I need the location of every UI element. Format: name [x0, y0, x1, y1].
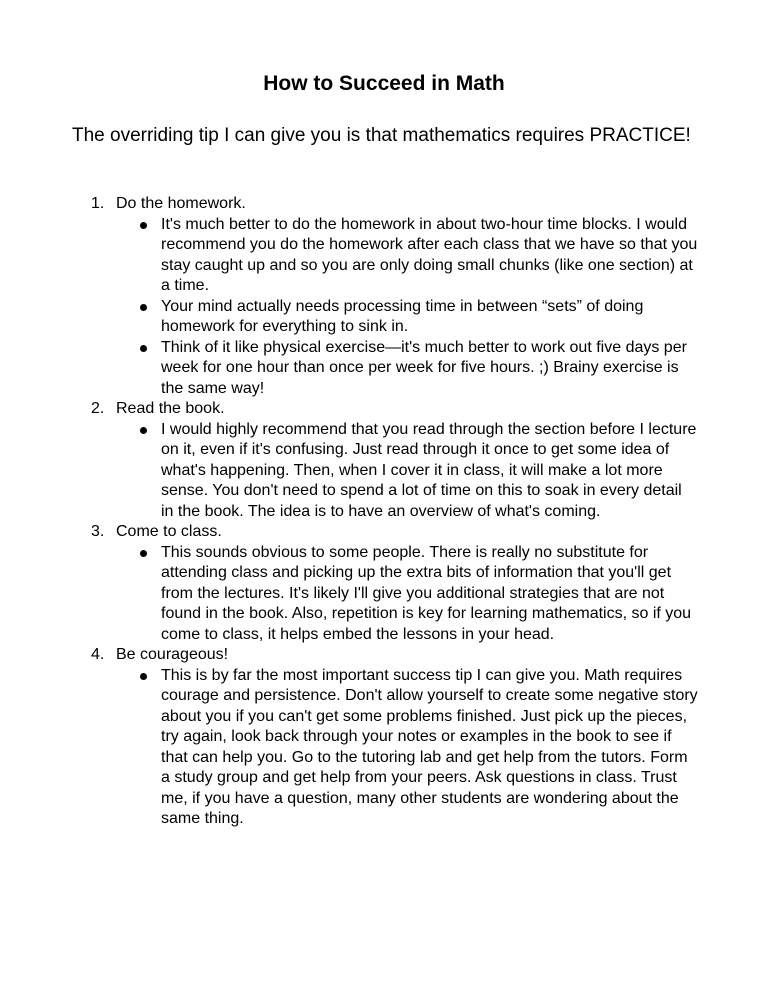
bullet-dot-icon: [140, 550, 147, 557]
tip-bullet: [0, 215, 768, 297]
tip-heading: Be courageous!: [116, 646, 229, 663]
bullet-dot-icon: [140, 427, 147, 434]
tip-number: 2.: [91, 400, 105, 417]
tip-item-book: [0, 399, 768, 522]
bullet-dot-icon: [140, 345, 147, 352]
bullet-dot-icon: [140, 673, 147, 680]
intro-paragraph: The overriding tip I can give you is that mathematics requires PRACTICE!: [72, 125, 691, 146]
tip-number: 4.: [91, 646, 105, 663]
bullet-dot-icon: [140, 304, 147, 311]
page-title: How to Succeed in Math: [263, 72, 505, 95]
tip-bullet: [0, 543, 768, 646]
tip-item-courage: [0, 645, 768, 830]
bullet-dot-icon: [140, 222, 147, 229]
tip-bullet: [0, 338, 768, 400]
tip-heading: Come to class.: [116, 523, 222, 540]
tip-heading: Read the book.: [116, 400, 225, 417]
tip-item-class: [0, 522, 768, 645]
tip-heading: Do the homework.: [116, 195, 246, 212]
bullet-text: This sounds obvious to some people. There is really no substitute for attending class and picking up the extra bits of information that you'll get from the lectures. It's likely I'll give you additional strategies that are not found in the book. Also, repetition is key for learning mathematics, so if you come to class, it helps embed the lessons in your head.: [161, 543, 692, 643]
tip-bullet: [0, 297, 768, 338]
tip-bullet: [0, 420, 768, 523]
bullet-text: It's much better to do the homework in about two-hour time blocks. I would recommend you do the homework after each class that we have so that you stay caught up and so you are only doing small chunks (like one section) at a time.: [161, 215, 698, 294]
tips-list: [0, 194, 768, 830]
tip-item-homework: [0, 194, 768, 399]
bullet-text: This is by far the most important success tip I can give you. Math requires courage and persistence. Don't allow yourself to create some negative story about you if you can't get some problems finished. Just pick up the pieces, try again, look back through your notes or examples in the book to see if that can help you. Go to the tutoring lab and get help from the tutors. Form a study group and get help from your peers. Ask questions in class. Trust me, if you have a question, many other students are wondering about the same thing.: [161, 666, 698, 827]
bullet-text: I would highly recommend that you read through the section before I lecture on it, even if it's confusing. Just read through it once to get some idea of what's happening. Then, when I cover it in class, it will make a lot more sense. You don't need to spend a lot of time on this to soak in every detail in the book. The idea is to have an overview of what's coming.: [161, 420, 697, 520]
tip-bullet: [0, 666, 768, 830]
bullet-text: Think of it like physical exercise—it's much better to work out five days per week for one hour than once per week for five hours. ;) Brainy exercise is the same way!: [161, 338, 687, 397]
tip-number: 3.: [91, 523, 105, 540]
bullet-text: Your mind actually needs processing time in between “sets” of doing homework for everything to sink in.: [161, 297, 644, 335]
tip-number: 1.: [91, 195, 105, 212]
